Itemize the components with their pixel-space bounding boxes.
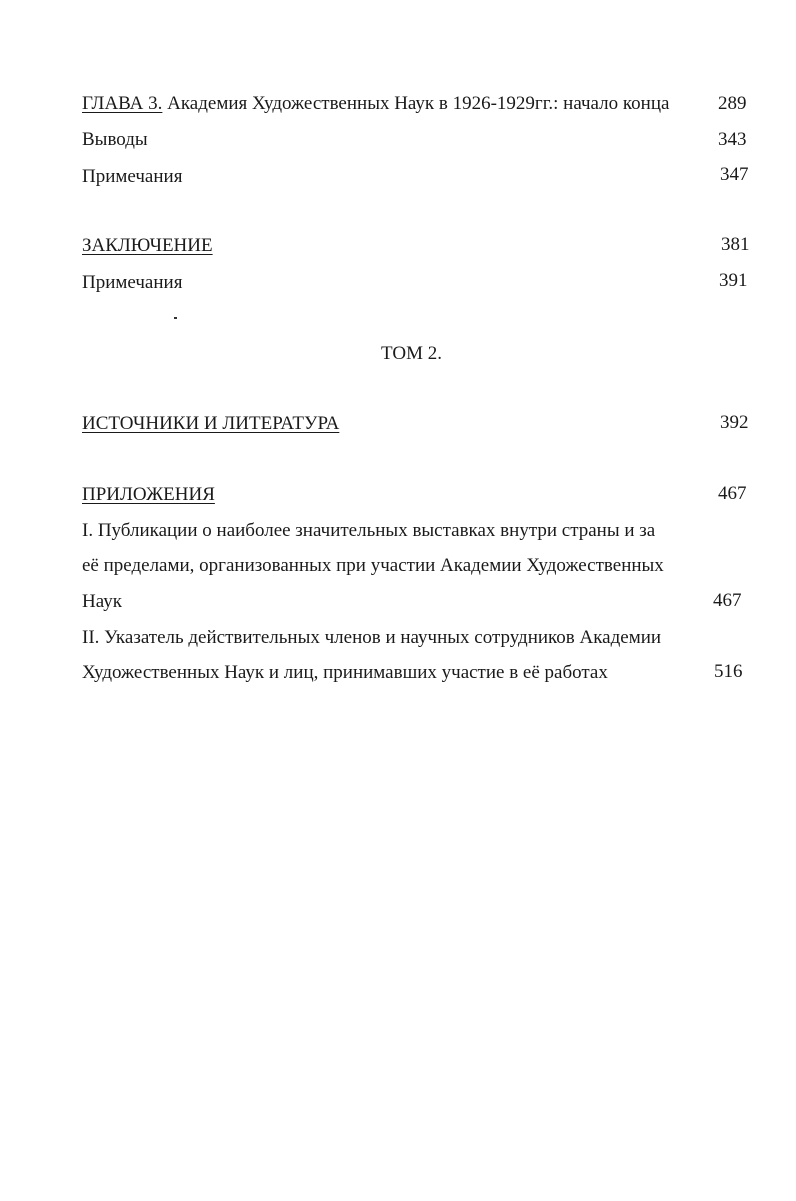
appendices-page: 467 bbox=[718, 483, 747, 504]
volume-2-heading: ТОМ 2. bbox=[381, 343, 442, 364]
chapter-3-notes-label: Примечания bbox=[82, 166, 183, 187]
appendix-1-page: 467 bbox=[713, 590, 742, 611]
toc-entry-chapter-3 bbox=[82, 92, 669, 116]
chapter-3-notes-page: 347 bbox=[720, 164, 749, 185]
appendix-2-line-1: II. Указатель действительных членов и научных сотрудников Академии bbox=[82, 627, 662, 648]
chapter-3-page: 289 bbox=[718, 93, 747, 114]
appendix-2-line-2: Художественных Наук и лиц, принимавших участие в её работах bbox=[82, 662, 608, 683]
appendix-1-line-1: I. Публикации о наиболее значительных выставках внутри страны и за bbox=[82, 520, 656, 541]
conclusion-heading: ЗАКЛЮЧЕНИЕ bbox=[82, 235, 213, 256]
chapter-3-prefix: ГЛАВА 3. bbox=[82, 93, 163, 114]
conclusion-page: 381 bbox=[721, 234, 750, 255]
chapter-3-title: Академия Художественных Наук в 1926-1929гг.: начало конца bbox=[162, 93, 670, 114]
sources-page: 392 bbox=[720, 412, 749, 433]
appendices-heading: ПРИЛОЖЕНИЯ bbox=[82, 484, 215, 505]
appendix-2-page: 516 bbox=[714, 661, 743, 682]
sources-heading: ИСТОЧНИКИ И ЛИТЕРАТУРА bbox=[82, 413, 340, 434]
conclusion-notes-page: 391 bbox=[719, 270, 748, 291]
appendix-1-line-2: её пределами, организованных при участии Академии Художественных bbox=[82, 555, 664, 576]
conclusion-notes-label: Примечания bbox=[82, 272, 183, 293]
scan-speck bbox=[174, 317, 177, 319]
chapter-3-conclusions-page: 343 bbox=[718, 129, 747, 150]
chapter-3-conclusions-label: Выводы bbox=[82, 129, 148, 150]
appendix-1-line-3: Наук bbox=[82, 591, 122, 612]
